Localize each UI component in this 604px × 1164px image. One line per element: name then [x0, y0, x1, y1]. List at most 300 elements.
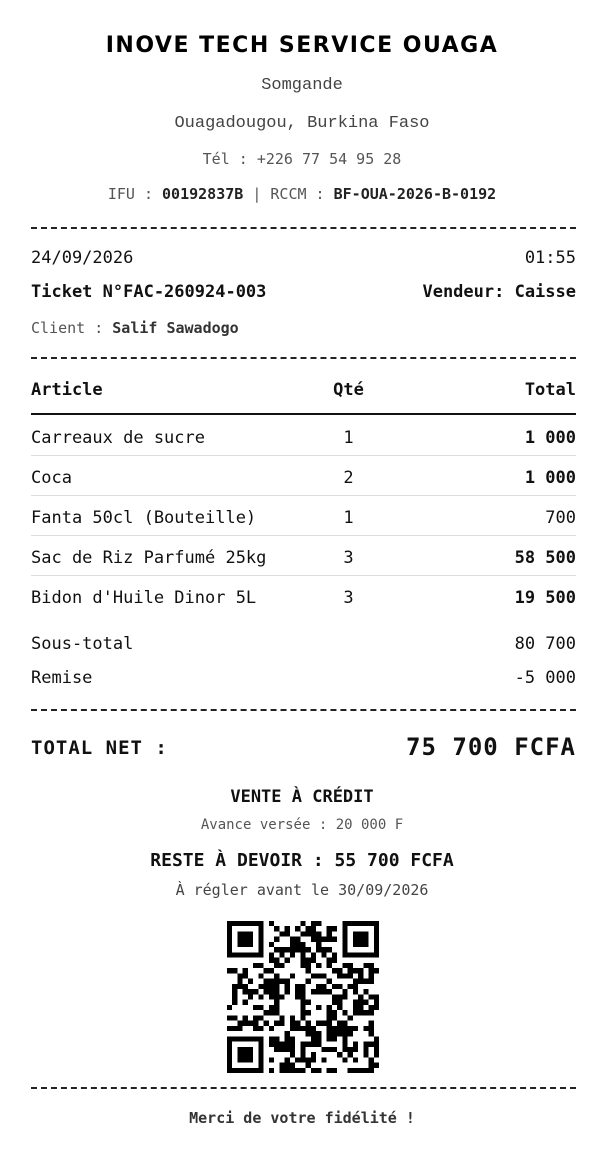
qr-module [253, 963, 258, 968]
qr-module [285, 1047, 290, 1052]
qr-module [369, 979, 374, 984]
qr-module [274, 1042, 279, 1047]
qr-module [269, 958, 274, 963]
qr-module [269, 979, 274, 984]
row-separator [31, 575, 576, 576]
qr-module [306, 931, 311, 936]
qr-module [342, 942, 347, 947]
qr-module [232, 1015, 237, 1020]
qr-module [363, 989, 368, 994]
qr-module [369, 1026, 374, 1031]
qr-module [353, 989, 358, 994]
qr-module [348, 1068, 353, 1073]
qr-module [279, 1068, 284, 1073]
qr-module [353, 979, 358, 984]
qr-module [279, 1063, 284, 1068]
qr-module [332, 1047, 337, 1052]
qr-module [300, 931, 305, 936]
qr-module [253, 1068, 258, 1073]
qr-module [232, 921, 237, 926]
qr-module [311, 1042, 316, 1047]
qr-module [274, 958, 279, 963]
qr-module [237, 937, 242, 942]
qr-module [369, 1031, 374, 1036]
qr-module [285, 947, 290, 952]
qr-module [342, 1042, 347, 1047]
qr-module [311, 931, 316, 936]
qr-module [269, 994, 274, 999]
qr-module [311, 926, 316, 931]
qr-module [279, 979, 284, 984]
qr-module [363, 1026, 368, 1031]
qr-module [337, 1052, 342, 1057]
qr-module [295, 1026, 300, 1031]
qr-module [227, 1057, 232, 1062]
qr-module [269, 1026, 274, 1031]
client-label: Client : [31, 319, 113, 337]
subtotal-value: 80 700 [514, 634, 576, 654]
qr-module [306, 947, 311, 952]
qr-module [237, 1068, 242, 1073]
qr-module [353, 984, 358, 989]
qr-module [295, 1021, 300, 1026]
qr-module [306, 1000, 311, 1005]
qr-module [290, 1036, 295, 1041]
qr-module [363, 979, 368, 984]
thank-you-message: Merci de votre fidélité ! [189, 1109, 415, 1127]
subtotal-label: Sous-total [31, 634, 134, 654]
id-separator: | [243, 185, 271, 203]
qr-module [237, 973, 242, 978]
qr-module [353, 942, 358, 947]
qr-module [258, 1068, 263, 1073]
qr-module [363, 952, 368, 957]
address-line-2: Ouagadougou, Burkina Faso [174, 114, 430, 133]
qr-module [290, 1026, 295, 1031]
qr-module [300, 921, 305, 926]
qr-module [363, 1000, 368, 1005]
qr-module [290, 1021, 295, 1026]
qr-module [258, 1005, 263, 1010]
qr-module [295, 1068, 300, 1073]
qr-module [327, 947, 332, 952]
qr-module [300, 1068, 305, 1073]
ticket-seller-row [31, 282, 576, 302]
qr-module [269, 1036, 274, 1041]
qr-module [374, 1047, 379, 1052]
qr-module [337, 1000, 342, 1005]
qr-module [253, 1005, 258, 1010]
qr-module [295, 989, 300, 994]
qr-module [300, 989, 305, 994]
qr-module [227, 952, 232, 957]
divider-dashed [31, 227, 576, 229]
qr-module [285, 1068, 290, 1073]
qr-module [285, 931, 290, 936]
qr-module [369, 921, 374, 926]
qr-module [316, 1031, 321, 1036]
qr-module [300, 1042, 305, 1047]
qr-module [269, 1057, 274, 1062]
qr-module [332, 1010, 337, 1015]
qr-module [321, 1021, 326, 1026]
qr-module [258, 952, 263, 957]
qr-module [358, 1000, 363, 1005]
qr-module [232, 994, 237, 999]
qr-module [306, 968, 311, 973]
qr-module [332, 994, 337, 999]
col-qty: Qté [333, 380, 364, 400]
table-header-rule [31, 413, 576, 415]
qr-module [348, 1031, 353, 1036]
tax-identifiers [0, 185, 604, 203]
qr-module [332, 1036, 337, 1041]
qr-module [248, 1047, 253, 1052]
qr-module [321, 973, 326, 978]
qr-module [227, 1047, 232, 1052]
item-qty: 3 [343, 548, 354, 568]
rccm-value: BF-OUA-2026-B-0192 [333, 185, 497, 203]
qr-module [369, 1010, 374, 1015]
qr-module [279, 952, 284, 957]
qr-module [285, 989, 290, 994]
qr-module [327, 1010, 332, 1015]
qr-module [237, 979, 242, 984]
qr-module [327, 926, 332, 931]
qr-module [337, 994, 342, 999]
qr-module [232, 1026, 237, 1031]
qr-module [374, 947, 379, 952]
qr-module [342, 989, 347, 994]
phone-number: Tél : +226 77 54 95 28 [202, 150, 402, 168]
item-article: Carreaux de sucre [31, 428, 205, 448]
qr-module [300, 1005, 305, 1010]
divider-dashed [31, 357, 576, 359]
qr-module [258, 1057, 263, 1062]
qr-module [342, 1057, 347, 1062]
qr-module [258, 994, 263, 999]
qr-module [269, 952, 274, 957]
qr-module [269, 968, 274, 973]
item-article: Sac de Riz Parfumé 25kg [31, 548, 267, 568]
qr-module [374, 942, 379, 947]
qr-module [248, 937, 253, 942]
qr-module [348, 963, 353, 968]
qr-module [237, 952, 242, 957]
qr-module [369, 1057, 374, 1062]
qr-module [253, 1036, 258, 1041]
qr-module [258, 1015, 263, 1020]
seller: Vendeur: Caisse [422, 282, 576, 302]
qr-module [348, 1015, 353, 1020]
qr-module [321, 937, 326, 942]
ifu-label: IFU : [107, 185, 163, 203]
qr-module [306, 963, 311, 968]
qr-module [342, 963, 347, 968]
qr-module [358, 1010, 363, 1015]
qr-module [279, 947, 284, 952]
qr-module [363, 921, 368, 926]
qr-module [227, 1015, 232, 1020]
qr-module [342, 1010, 347, 1015]
qr-module [243, 984, 248, 989]
qr-module [269, 989, 274, 994]
client-name: Salif Sawadogo [112, 319, 239, 337]
qr-module [327, 979, 332, 984]
qr-module [290, 1052, 295, 1057]
qr-module [274, 1036, 279, 1041]
qr-module [353, 1026, 358, 1031]
qr-module [342, 973, 347, 978]
table-row [31, 468, 576, 488]
qr-module [332, 937, 337, 942]
qr-module [332, 1031, 337, 1036]
qr-module [232, 1036, 237, 1041]
ticket-time: 01:55 [524, 248, 576, 268]
qr-module [358, 968, 363, 973]
qr-module [248, 1021, 253, 1026]
qr-module [269, 1068, 274, 1073]
discount-value: -5 000 [514, 668, 576, 688]
qr-module [274, 1047, 279, 1052]
qr-module [327, 1036, 332, 1041]
qr-module [358, 1005, 363, 1010]
qr-module [274, 973, 279, 978]
qr-module [258, 921, 263, 926]
qr-module [243, 942, 248, 947]
qr-module [316, 921, 321, 926]
qr-module [337, 1026, 342, 1031]
qr-module [342, 1021, 347, 1026]
qr-module [306, 1057, 311, 1062]
qr-module [342, 1047, 347, 1052]
qr-module [243, 1021, 248, 1026]
qr-module [353, 1005, 358, 1010]
qr-module [237, 1057, 242, 1062]
qr-module [248, 952, 253, 957]
qr-module [258, 1047, 263, 1052]
qr-module [311, 1031, 316, 1036]
qr-module [332, 1000, 337, 1005]
qr-module [232, 984, 237, 989]
qr-module [274, 979, 279, 984]
qr-module [311, 973, 316, 978]
qr-module [227, 1036, 232, 1041]
qr-module [269, 921, 274, 926]
item-article: Bidon d'Huile Dinor 5L [31, 588, 257, 608]
row-separator [31, 455, 576, 456]
qr-module [279, 963, 284, 968]
qr-module [258, 963, 263, 968]
qr-module [243, 1068, 248, 1073]
qr-module [295, 1057, 300, 1062]
qr-module [316, 937, 321, 942]
qr-module [258, 1036, 263, 1041]
qr-module [342, 1036, 347, 1041]
qr-module [285, 979, 290, 984]
subtotal-row [31, 634, 576, 654]
qr-module [348, 1026, 353, 1031]
table-header [31, 380, 576, 400]
ticket-number: Ticket N°FAC-260924-003 [31, 282, 267, 302]
qr-module [316, 1005, 321, 1010]
credit-title: VENTE À CRÉDIT [230, 787, 374, 807]
qr-module [243, 952, 248, 957]
qr-module [243, 921, 248, 926]
qr-module [237, 942, 242, 947]
qr-module [285, 1057, 290, 1062]
qr-module [300, 1047, 305, 1052]
qr-module [258, 1026, 263, 1031]
qr-module [327, 1026, 332, 1031]
qr-module [274, 937, 279, 942]
qr-module [243, 968, 248, 973]
qr-module [232, 1068, 237, 1073]
qr-module [285, 1031, 290, 1036]
qr-module [374, 994, 379, 999]
qr-module [243, 931, 248, 936]
qr-module [300, 947, 305, 952]
qr-module [227, 1068, 232, 1073]
table-row [31, 508, 576, 528]
qr-module [316, 947, 321, 952]
item-qty: 1 [343, 508, 354, 528]
qr-module [348, 968, 353, 973]
qr-module [237, 1026, 242, 1031]
total-net-row [31, 733, 576, 763]
qr-module [348, 921, 353, 926]
qr-module [321, 984, 326, 989]
qr-module [316, 1068, 321, 1073]
qr-module [290, 942, 295, 947]
qr-module [285, 984, 290, 989]
qr-module [316, 942, 321, 947]
qr-module [311, 1068, 316, 1073]
col-total: Total [524, 380, 576, 400]
qr-module [306, 958, 311, 963]
qr-module [316, 984, 321, 989]
qr-module [264, 1021, 269, 1026]
qr-module [258, 973, 263, 978]
qr-module [358, 952, 363, 957]
qr-module [227, 1042, 232, 1047]
qr-module [363, 942, 368, 947]
qr-module [353, 1042, 358, 1047]
qr-module [243, 1047, 248, 1052]
qr-module [321, 952, 326, 957]
qr-module [358, 931, 363, 936]
qr-module [374, 926, 379, 931]
qr-module [306, 1021, 311, 1026]
qr-module [227, 1063, 232, 1068]
qr-module [232, 968, 237, 973]
qr-module [311, 1036, 316, 1041]
qr-module [300, 1057, 305, 1062]
qr-module [374, 952, 379, 957]
qr-module [316, 1042, 321, 1047]
qr-module [300, 994, 305, 999]
qr-module [300, 1000, 305, 1005]
qr-module [227, 921, 232, 926]
qr-module [327, 989, 332, 994]
qr-module [337, 1005, 342, 1010]
qr-module [274, 1000, 279, 1005]
qr-module [248, 979, 253, 984]
client-info [31, 319, 239, 337]
qr-module [227, 926, 232, 931]
qr-module [353, 1068, 358, 1073]
qr-module [327, 937, 332, 942]
qr-module [274, 1010, 279, 1015]
qr-module [353, 1047, 358, 1052]
client-row [31, 319, 576, 339]
qr-module [374, 968, 379, 973]
qr-module [300, 963, 305, 968]
qr-module [243, 1036, 248, 1041]
qr-module [290, 1015, 295, 1020]
qr-module [316, 931, 321, 936]
divider-dashed [31, 709, 576, 711]
qr-module [369, 1042, 374, 1047]
qr-module [363, 1047, 368, 1052]
qr-module [300, 952, 305, 957]
qr-module [337, 973, 342, 978]
qr-module [253, 1021, 258, 1026]
col-article: Article [31, 380, 103, 400]
qr-module [374, 921, 379, 926]
qr-module [353, 1010, 358, 1015]
qr-module [348, 984, 353, 989]
qr-module [332, 958, 337, 963]
qr-module [290, 937, 295, 942]
qr-module [258, 1063, 263, 1068]
qr-module [279, 1021, 284, 1026]
qr-module [237, 921, 242, 926]
qr-module [237, 984, 242, 989]
qr-module [369, 973, 374, 978]
qr-module [253, 1026, 258, 1031]
qr-module [274, 926, 279, 931]
qr-module [337, 1021, 342, 1026]
qr-module [369, 1005, 374, 1010]
qr-module [369, 1021, 374, 1026]
qr-module [374, 1000, 379, 1005]
row-separator [31, 495, 576, 496]
qr-module [264, 968, 269, 973]
item-total: 58 500 [514, 548, 576, 568]
qr-module [290, 947, 295, 952]
qr-module [290, 1047, 295, 1052]
qr-module [269, 1010, 274, 1015]
table-row [31, 548, 576, 568]
qr-module [300, 1015, 305, 1020]
qr-module [374, 1063, 379, 1068]
qr-module [332, 984, 337, 989]
qr-module [269, 984, 274, 989]
qr-module [327, 1021, 332, 1026]
qr-module [358, 937, 363, 942]
discount-row [31, 668, 576, 688]
qr-module [258, 937, 263, 942]
qr-module [253, 952, 258, 957]
qr-module [227, 1026, 232, 1031]
qr-module [316, 1021, 321, 1026]
qr-module [227, 931, 232, 936]
qr-module [369, 963, 374, 968]
qr-module [248, 1052, 253, 1057]
qr-module [295, 937, 300, 942]
qr-module [269, 1042, 274, 1047]
